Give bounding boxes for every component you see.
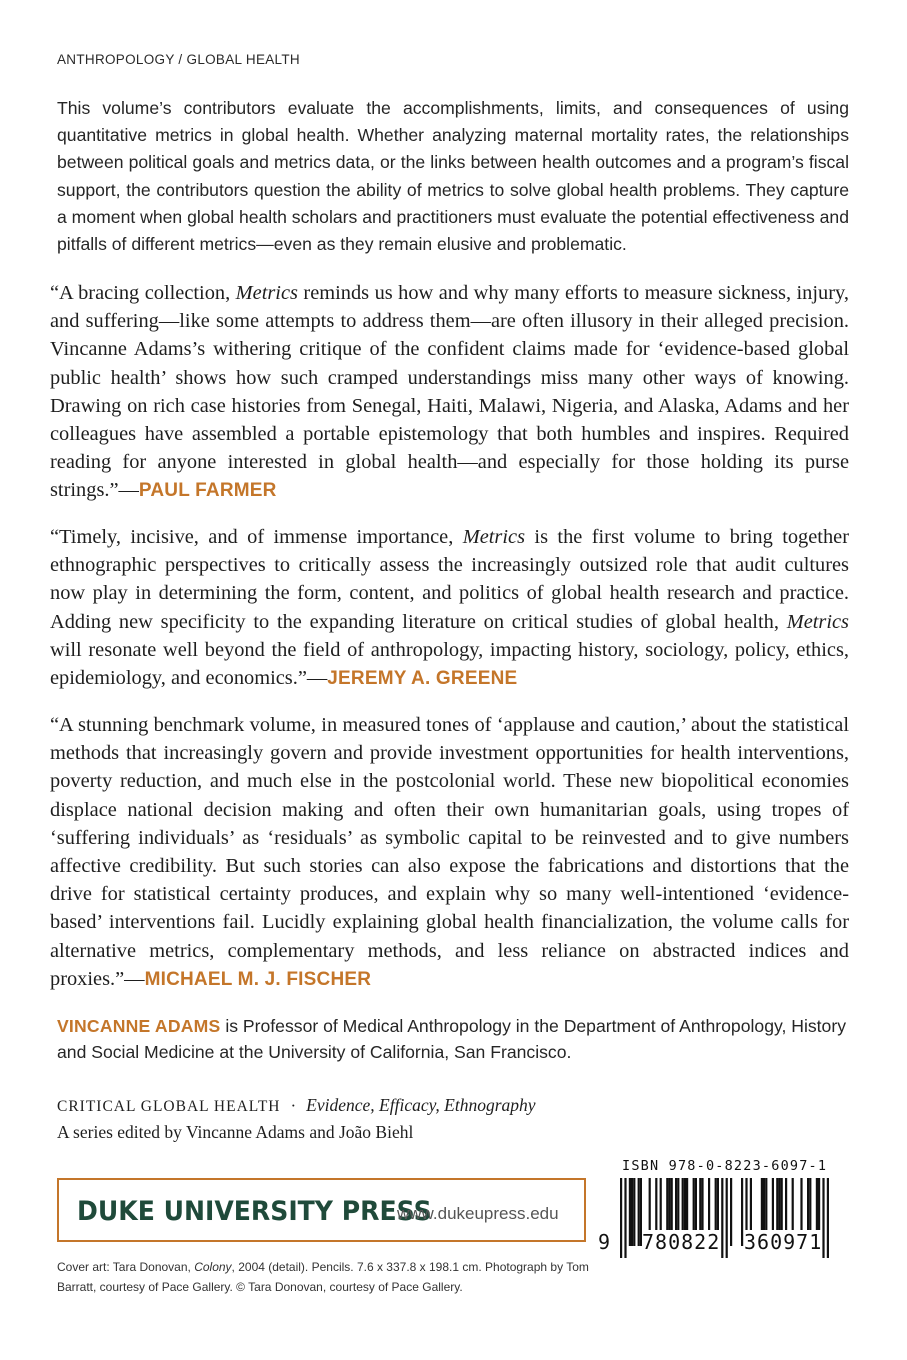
isbn-label: ISBN 978-0-8223-6097-1 xyxy=(622,1158,828,1174)
endorsement-quote xyxy=(50,711,849,994)
quote-text: will resonate well beyond the field of anthropology, impacting history, sociology, policy, ethics, epidemiology, and economics.”— xyxy=(50,638,849,690)
quote-text: reminds us how and why many efforts to measure sickness, injury, and suffering—like some attempts to address them—are often illusory in their alleged precision. Vincanne Adams’s withering critique of the confident claims made for ‘evidence-based global public health’ shows how such cramped understandings miss many other ways of knowing. Drawing on rich case histories from Senegal, Haiti, Malawi, Nigeria, and Alaska, Adams and her colleagues have assembled a portable epistemology that both humbles and inspires. Required reading for anyone interested in global health—and especially for those holding its purse strings.”— xyxy=(50,282,849,502)
quote-attribution: JEREMY A. GREENE xyxy=(327,668,518,690)
credits-prefix: Cover art: Tara Donovan, xyxy=(57,1260,195,1274)
endorsement-quote xyxy=(50,523,849,693)
series-info xyxy=(57,1093,657,1145)
quote-attribution: PAUL FARMER xyxy=(138,480,277,502)
book-title: Metrics xyxy=(235,282,298,304)
author-name: VINCANNE ADAMS xyxy=(57,1016,221,1036)
credits-text: , 2004 (detail). Pencils. 7.6 x 337.8 x 198.1 cm. Photograph by Tom Barratt, courtesy of Pace Gallery. © Tara Donovan, courtesy of Pace Gallery. xyxy=(57,1260,589,1294)
quote-text: is the first volume to bring together ethnographic perspectives to critically assess the increasingly outsized role that audit cultures now play in determining the form, content, and politics of global health research and practice. Adding new specificity to the expanding literature on critical studies of global health, xyxy=(50,526,849,633)
barcode-digits-left: 780822 xyxy=(642,1230,721,1254)
author-bio xyxy=(57,1013,849,1066)
endorsement-quote xyxy=(50,279,849,506)
artwork-title: Colony xyxy=(194,1260,232,1274)
quote-open: “Timely, incisive, and of immense importance, xyxy=(50,526,463,548)
publisher-url: www.dukeupress.edu xyxy=(397,1204,559,1223)
book-description: This volume’s contributors evaluate the accomplishments, limits, and consequences of using quantitative metrics in global health. Whether analyzing maternal mortality rates, the relationships between political goals and metrics data, or the links between health outcomes and a program’s fiscal support, the contributors question the ability of metrics to solve global health problems. They capture a moment when global health scholars and practitioners must evaluate the potential effectiveness and pitfalls of different metrics—even as they remain elusive and problematic. xyxy=(57,98,849,255)
series-editors: A series edited by Vincanne Adams and João Biehl xyxy=(57,1122,414,1142)
book-title: Metrics xyxy=(786,610,849,633)
series-subtitle: Evidence, Efficacy, Ethnography xyxy=(306,1095,536,1115)
publisher-name: DUKE UNIVERSITY PRESS xyxy=(77,1196,432,1227)
quote-attribution: MICHAEL M. J. FISCHER xyxy=(144,968,372,990)
author-bio-text: is Professor of Medical Anthropology in the Department of Anthropology, History and Social Medicine at the University of California, San Francisco. xyxy=(57,1016,846,1063)
barcode-digits-right: 360971 xyxy=(744,1230,823,1254)
barcode-digit-first: 9 xyxy=(598,1230,611,1254)
cover-credits xyxy=(57,1257,597,1297)
series-name: CRITICAL GLOBAL HEALTH xyxy=(57,1098,281,1115)
book-title: Metrics xyxy=(462,526,526,548)
publisher-box xyxy=(57,1178,586,1242)
series-separator: · xyxy=(290,1096,297,1115)
category-label: ANTHROPOLOGY / GLOBAL HEALTH xyxy=(57,52,300,67)
quote-text: “A stunning benchmark volume, in measured tones of ‘applause and caution,’ about the statistical methods that increasingly govern and provide investment opportunities for health interventions, poverty reduction, and much else in the postcolonial world. These new biopolitical economies displace national decision making and often their own humanitarian goals, using tropes of ‘suffering individuals’ as ‘residuals’ as symbolic capital to be reinvested and to give numbers affective credibility. But such stories can also expose the fabrications and distortions that the drive for statistical certainty produces, and explain why so many well-intentioned ‘evidence-based’ interventions fail. Lucidly explaining global health financialization, the volume calls for alternative metrics, complementary methods, and less reliance on abstracted indices and proxies.”— xyxy=(50,714,849,990)
barcode-digits xyxy=(598,1230,850,1260)
quote-open: “A bracing collection, xyxy=(50,282,236,304)
